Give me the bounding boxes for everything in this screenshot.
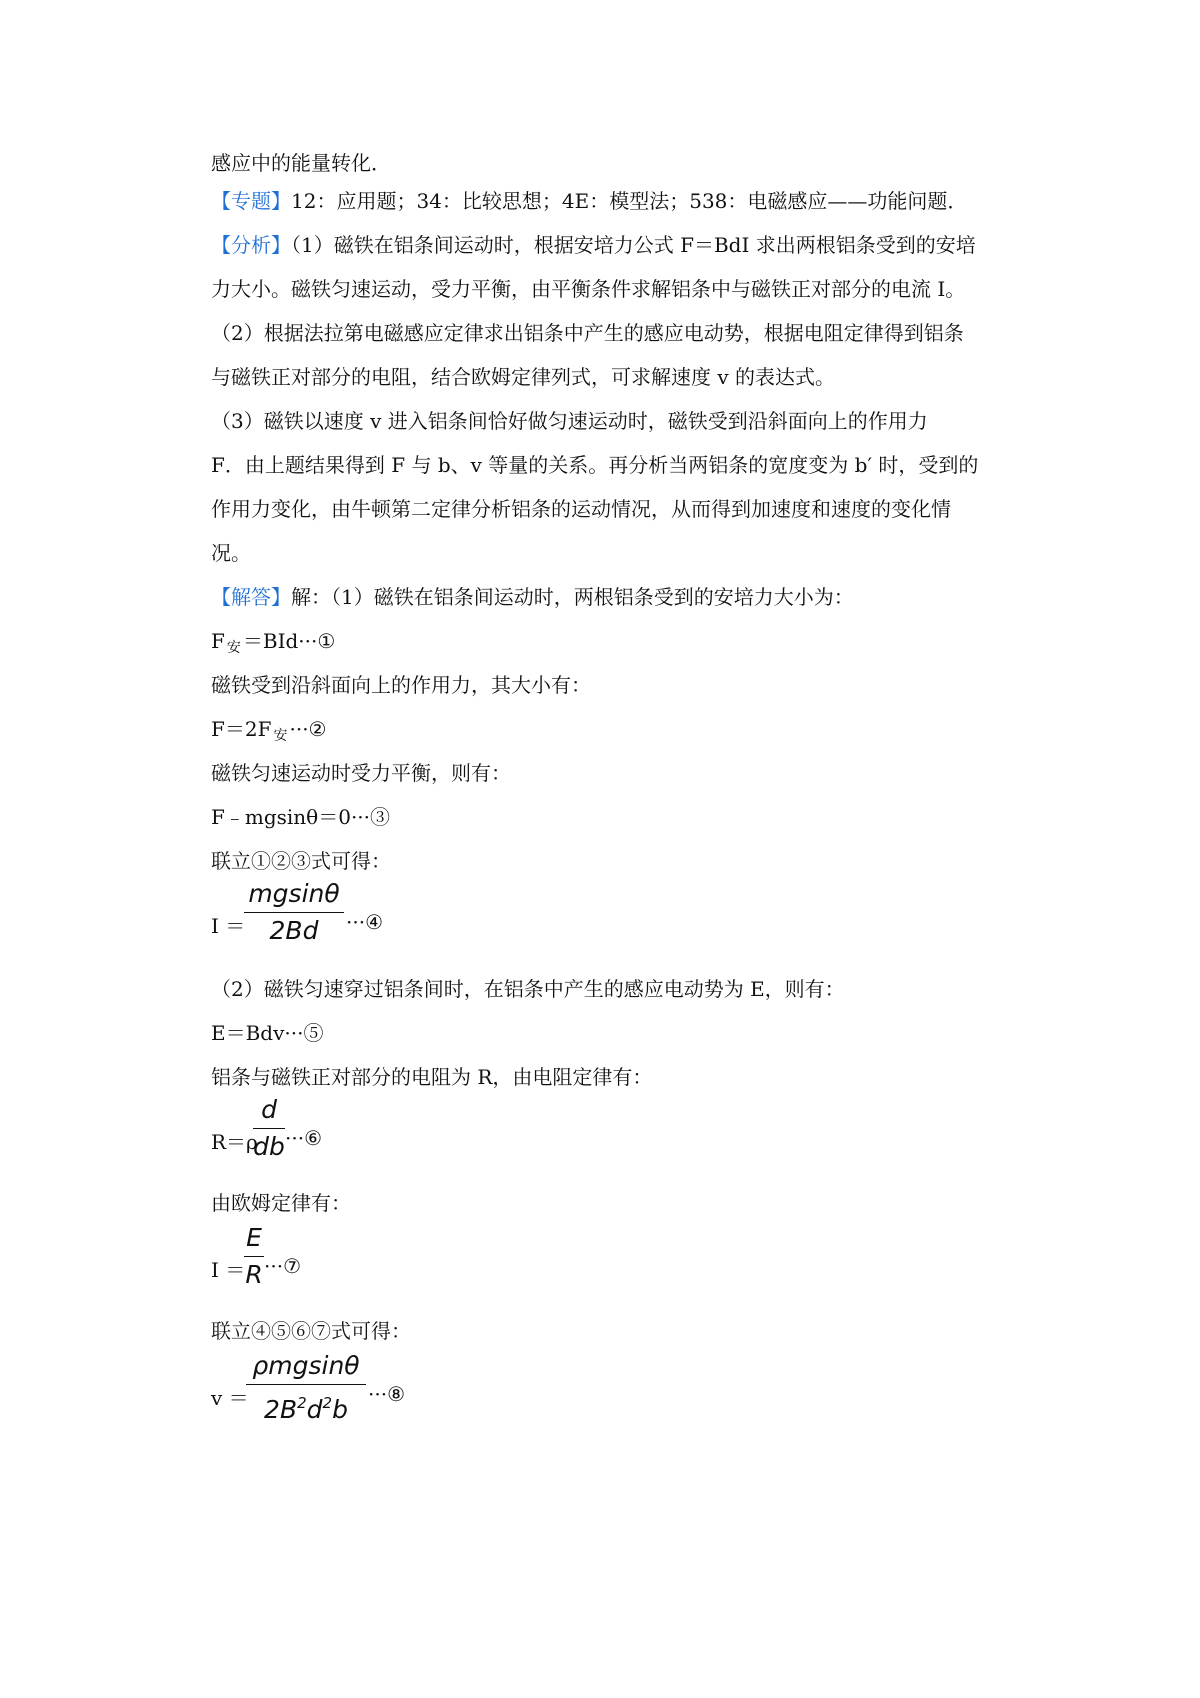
denominator bbox=[246, 1385, 366, 1428]
eq-subscript: 安 bbox=[226, 640, 241, 656]
answer-tag: 【解答】 bbox=[211, 585, 291, 609]
den-part: 2B bbox=[264, 1395, 298, 1424]
text-line: 联立④⑤⑥⑦式可得： bbox=[211, 1319, 411, 1343]
equation-3: F﹣mgsinθ＝0···③ bbox=[211, 805, 391, 829]
exponent: 2 bbox=[297, 1394, 307, 1412]
text-line: 磁铁匀速运动时受力平衡，则有： bbox=[211, 761, 511, 785]
equation-5: E＝Bdv···⑤ bbox=[211, 1021, 324, 1045]
eq-part: ＝BId···① bbox=[242, 629, 336, 653]
eq-tail: ···⑧ bbox=[368, 1382, 406, 1406]
numerator: mgsinθ bbox=[248, 879, 340, 908]
text-line: 磁铁受到沿斜面向上的作用力，其大小有： bbox=[211, 673, 591, 697]
eq-part: F＝2F bbox=[211, 717, 272, 741]
eq-lhs: I ＝ bbox=[211, 1258, 246, 1282]
den-part: d bbox=[306, 1395, 323, 1424]
text-line: （2）根据法拉第电磁感应定律求出铝条中产生的感应电动势，根据电阻定律得到铝条 bbox=[211, 321, 964, 345]
text-line: 由欧姆定律有： bbox=[211, 1191, 351, 1215]
topic-tag: 【专题】 bbox=[211, 189, 291, 213]
topic-line bbox=[211, 186, 967, 216]
fraction bbox=[244, 876, 344, 949]
eq-lhs: R＝ρ bbox=[211, 1130, 258, 1154]
text-line: （3）磁铁以速度 v 进入铝条间恰好做匀速运动时，磁铁受到沿斜面向上的作用力 bbox=[211, 409, 928, 433]
exponent: 2 bbox=[322, 1394, 333, 1412]
answer-line bbox=[211, 582, 854, 612]
eq-lhs: v ＝ bbox=[211, 1386, 249, 1410]
text-line: 感应中的能量转化． bbox=[211, 151, 391, 175]
numerator: ρmgsinθ bbox=[252, 1351, 360, 1380]
eq-part: ···② bbox=[289, 717, 327, 741]
eq-tail: ···⑥ bbox=[285, 1126, 323, 1150]
text-line: F．由上题结果得到 F 与 b、v 等量的关系。再分析当两铝条的宽度变为 b′ 时，受到的 bbox=[211, 453, 979, 477]
fraction bbox=[246, 1348, 366, 1428]
analysis-line bbox=[211, 230, 976, 260]
fraction bbox=[244, 1220, 264, 1293]
text-line: 作用力变化，由牛顿第二定律分析铝条的运动情况，从而得到加速度和速度的变化情 bbox=[211, 497, 951, 521]
denominator: R bbox=[245, 1260, 263, 1289]
text-line: 铝条与磁铁正对部分的电阻为 R，由电阻定律有： bbox=[211, 1065, 653, 1089]
topic-text: 12：应用题；34：比较思想；4E：模型法；538：电磁感应——功能问题． bbox=[291, 189, 968, 213]
text-line: 力大小。磁铁匀速运动，受力平衡，由平衡条件求解铝条中与磁铁正对部分的电流 I。 bbox=[211, 277, 966, 301]
denominator: db bbox=[253, 1132, 285, 1161]
analysis-text: （1）磁铁在铝条间运动时，根据安培力公式 F＝BdI 求出两根铝条受到的安培 bbox=[291, 233, 976, 257]
eq-subscript: 安 bbox=[273, 728, 288, 744]
numerator: d bbox=[261, 1095, 277, 1124]
text-line: 与磁铁正对部分的电阻，结合欧姆定律列式，可求解速度 v 的表达式。 bbox=[211, 365, 836, 389]
eq-part: F bbox=[211, 629, 225, 653]
equation-1 bbox=[211, 626, 335, 663]
eq-lhs: I ＝ bbox=[211, 914, 246, 938]
numerator: E bbox=[246, 1223, 262, 1252]
fraction bbox=[253, 1092, 285, 1165]
den-part: b bbox=[332, 1395, 348, 1424]
denominator: 2Bd bbox=[269, 916, 319, 945]
text-line: 联立①②③式可得： bbox=[211, 849, 391, 873]
eq-tail: ···⑦ bbox=[264, 1254, 302, 1278]
answer-text: 解：（1）磁铁在铝条间运动时，两根铝条受到的安培力大小为： bbox=[291, 585, 854, 609]
analysis-tag: 【分析】 bbox=[211, 233, 291, 257]
text-line: 况。 bbox=[211, 541, 251, 565]
equation-2 bbox=[211, 714, 327, 751]
text-line: （2）磁铁匀速穿过铝条间时，在铝条中产生的感应电动势为 E，则有： bbox=[211, 977, 845, 1001]
eq-tail: ···④ bbox=[346, 910, 384, 934]
